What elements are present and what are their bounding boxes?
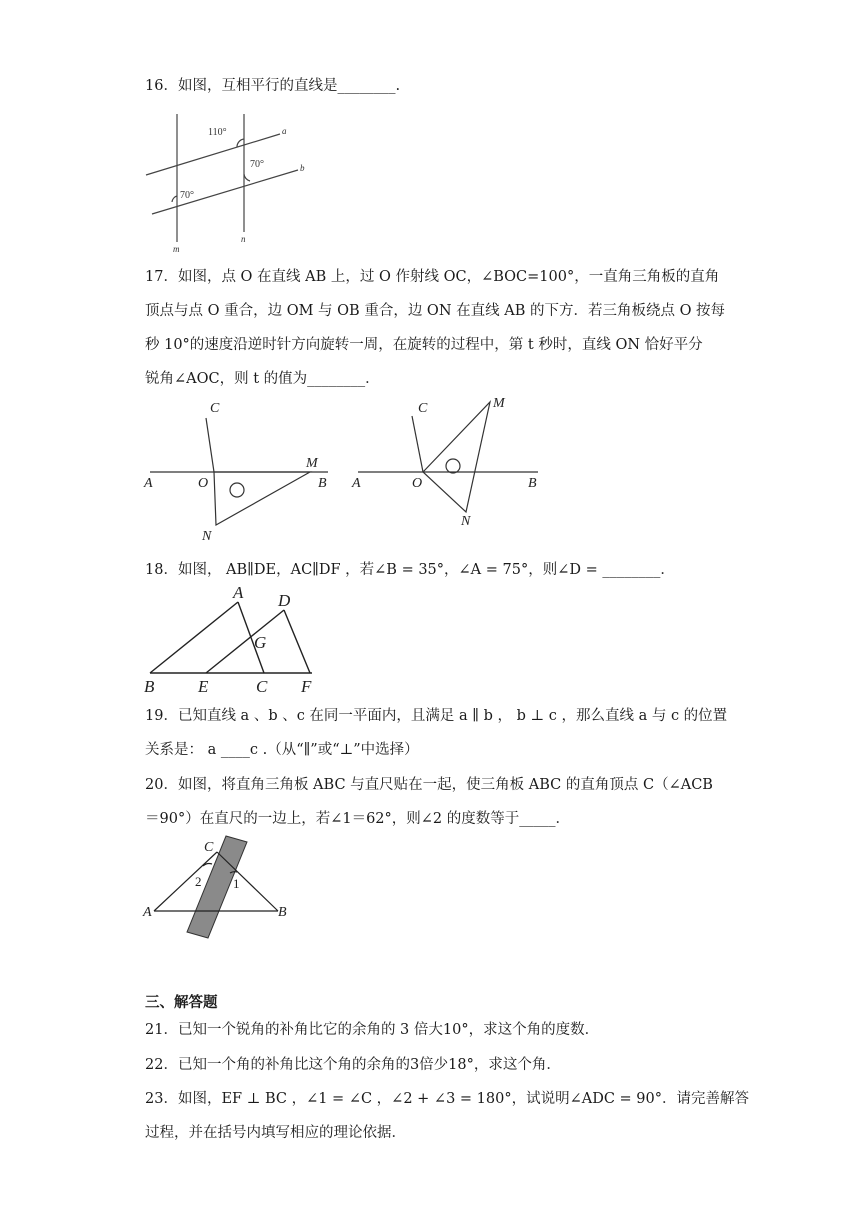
q17b-label-B: B — [528, 476, 537, 491]
q18-label-G: G — [254, 633, 267, 652]
q20-line1: 20．如图，将直角三角板 ABC 与直尺贴在一起，使三角板 ABC 的直角顶点 C（∠ACB — [145, 777, 713, 793]
q23-line2: 过程，并在括号内填写相应的理论依据． — [145, 1125, 406, 1141]
q20-label-2: 2 — [195, 874, 202, 889]
q19-line2: 关系是： a ____c .（从“∥”或“⊥”中选择） — [145, 742, 419, 758]
q23-line1: 23．如图，EF ⊥ BC ，∠1 = ∠C ，∠2 + ∠3 = 180°，试说明∠ADC = 90°．请完善解答 — [145, 1091, 749, 1107]
q21-text: 21．已知一个锐角的补角比它的余角的 3 倍大10°，求这个角的度数． — [145, 1022, 600, 1038]
q19-line1: 19．已知直线 a 、b 、c 在同一平面内，且满足 a ∥ b ， b ⊥ c ，那么直线 a 与 c 的位置 — [145, 708, 728, 724]
q16-text: 16．如图，互相平行的直线是________. — [145, 78, 401, 94]
q20-label-1: 1 — [233, 876, 240, 891]
q17b-label-O: O — [412, 476, 423, 491]
q16-label-a: a — [282, 126, 287, 136]
q18-text: 18．如图， AB∥DE，AC∥DF ，若∠B = 35°，∠A = 75°，则∠D = ________． — [145, 562, 675, 578]
q17b-label-A: A — [352, 476, 361, 491]
q17-figure-right — [348, 390, 548, 530]
q16-label-m: m — [173, 244, 180, 254]
q18-label-A: A — [233, 584, 244, 602]
q17-line2: 顶点与点 O 重合，边 OM 与 OB 重合，边 ON 在直线 AB 的下方．若三角板绕点 O 按每 — [145, 303, 726, 319]
q17-line3: 秒 10°的速度沿逆时针方向旋转一周，在旋转的过程中，第 t 秒时，直线 ON 恰好平分 — [145, 337, 703, 353]
q18-label-D: D — [278, 591, 291, 610]
q20-label-B: B — [278, 905, 287, 920]
q18-label-C: C — [256, 677, 268, 696]
q22-text: 22．已知一个角的补角比这个角的余角的3倍少18°，求这个角． — [145, 1057, 561, 1073]
q18-label-F: F — [301, 677, 312, 696]
q20-figure — [140, 832, 300, 944]
q16-label-n: n — [241, 234, 246, 244]
q17b-label-C: C — [418, 401, 428, 416]
q16-figure — [140, 108, 315, 256]
q16-label-b: b — [300, 163, 305, 173]
q18-label-B: B — [144, 677, 155, 696]
q17b-label-M: M — [493, 396, 505, 411]
q17a-label-C: C — [210, 401, 220, 416]
q17a-label-A: A — [144, 476, 153, 491]
q17b-label-N: N — [461, 514, 471, 529]
q18-figure — [140, 584, 340, 698]
q17a-label-O: O — [198, 476, 209, 491]
q17a-label-B: B — [318, 476, 327, 491]
q20-label-A: A — [143, 905, 152, 920]
section-title: 三、解答题 — [145, 994, 218, 1011]
q17a-label-N: N — [202, 529, 212, 544]
q20-line2: ＝90°）在直尺的一边上，若∠1＝62°，则∠2 的度数等于_____． — [145, 811, 571, 827]
q20-label-C: C — [204, 840, 214, 855]
q16-label-70-top: 70° — [250, 159, 264, 170]
q18-label-E: E — [198, 677, 209, 696]
q17-figure-left — [140, 396, 340, 546]
q17-line4: 锐角∠AOC，则 t 的值为________． — [145, 371, 380, 387]
q17-line1: 17．如图，点 O 在直线 AB 上，过 O 作射线 OC，∠BOC=100°，一直角三角板的直角 — [145, 269, 720, 285]
q16-label-110: 110° — [208, 127, 227, 138]
q16-label-70-bottom: 70° — [180, 190, 194, 201]
q17a-label-M: M — [306, 456, 318, 471]
